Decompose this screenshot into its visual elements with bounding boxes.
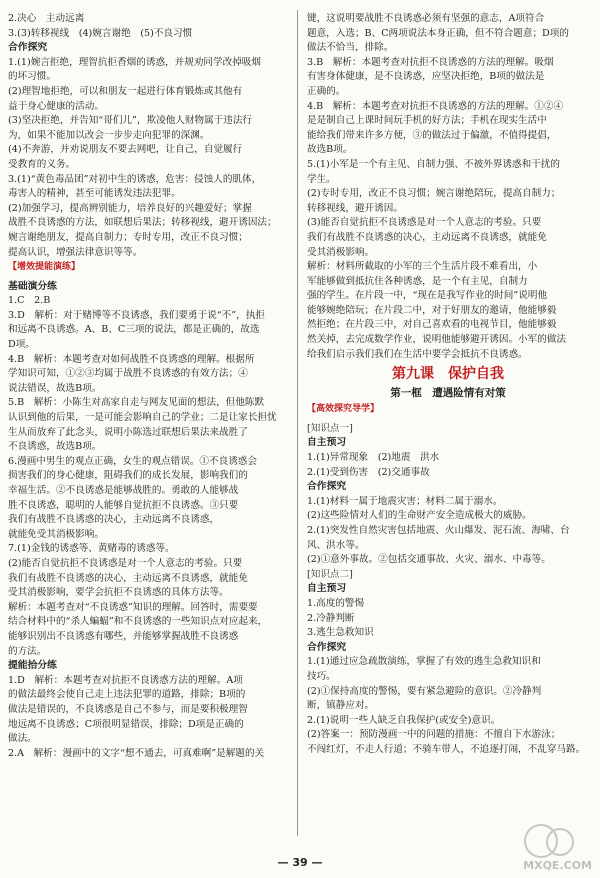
left-text-line: 的坏习惯。 bbox=[8, 71, 56, 83]
left-text-line: 的做法最终会使自己走上违法犯罪的道路，排除；B项的 bbox=[8, 689, 246, 701]
left-text-line: 就能免受其消极影响。 bbox=[8, 528, 104, 540]
right-text-line: (2)答案一：预防漫画一中的问题的措施：不擅自下水游泳； bbox=[307, 729, 561, 741]
left-text-line: 4.B 解析：本题考查对如何战胜不良诱惑的理解。根据所 bbox=[8, 353, 255, 365]
right-text-line: 学生。 bbox=[307, 173, 336, 185]
left-text-line: 能够识别出不良诱惑有哪些，并能够掌握战胜不良诱惑 bbox=[8, 630, 239, 642]
right-text-line: 不闯红灯，不走人行道；不骑车带人，不追逐打闹，不乱穿马路。 bbox=[307, 743, 586, 755]
left-text-line: 我们有战胜不良诱惑的决心，主动远离不良诱惑，就能免 bbox=[8, 572, 248, 584]
right-text-line: 技巧。 bbox=[307, 670, 336, 682]
right-text-line: 然关掉，去完成数学作业，说明他能够避开诱因。小军的做法 bbox=[307, 334, 567, 346]
left-column bbox=[8, 12, 290, 761]
right-text-line: 是是制自己上课时间玩手机的好方法；手机在现实生活中 bbox=[307, 115, 547, 127]
right-text-line: 转移视线，避开诱因。 bbox=[307, 202, 403, 214]
left-text-line: 3.D 解析：对于赌博等不良诱惑，我们要勇于说“不”，执拒 bbox=[8, 309, 265, 321]
right-section-heading: 自主预习 bbox=[307, 583, 347, 595]
left-text-line: 说法错误，故选B项。 bbox=[8, 382, 102, 394]
left-text-line: 2.A 解析：漫画中的文字“想不通去，可真难啊”是解题的关 bbox=[8, 747, 265, 759]
left-text-line: 2.决心 主动远离 bbox=[8, 13, 85, 24]
right-knowledge-point-label: [知识点一] bbox=[307, 422, 353, 434]
right-text-line: 4.B 解析：本题考查对抗拒不良诱惑的方法的理解。①②④ bbox=[307, 100, 564, 112]
left-text-line: 胜不良诱惑，聪明的人能够自觉抗拒不良诱惑。③只要 bbox=[8, 499, 239, 511]
left-text-line: 7.(1)金钱的诱惑等、黄赌毒的诱惑等。 bbox=[8, 543, 175, 555]
right-column bbox=[307, 12, 589, 758]
right-text-line: (2)这些险情对人们的生命财产安全造成极大的威胁。 bbox=[307, 510, 532, 522]
left-text-line: (2)理智地拒绝，可以和朋友一起进行体育锻炼或其他有 bbox=[8, 85, 243, 97]
right-text-line: 能给我们带来许多方便，③的做法过于偏激，不值得提倡， bbox=[307, 129, 557, 141]
right-text-line: 能够婉绝陪玩；在片段二中，对于好朋友的邀请，他能够毅 bbox=[307, 304, 557, 316]
column-divider bbox=[297, 10, 298, 836]
right-text-line: 断，镇静应对。 bbox=[307, 700, 375, 712]
left-text-line: 为，如果不能加以改会一步步走向犯罪的深渊。 bbox=[8, 129, 210, 141]
left-section-tag: 【增效提能演练】 bbox=[8, 262, 81, 273]
right-text-line: 强的学生。在片段一中，“现在是我写作业的时间”说明他 bbox=[307, 290, 548, 302]
watermark-text: MXQE.COM bbox=[523, 859, 592, 872]
right-text-line: (3)能否自觉抗拒不良诱惑是对一个人意志的考验。只要 bbox=[307, 217, 542, 229]
right-knowledge-point-label: [知识点二] bbox=[307, 568, 353, 580]
right-text-line: 1.(1)材料一属于地震灾害；材料二属于溺水。 bbox=[307, 495, 503, 507]
right-text-line: 有害身体健康，是不良诱惑，应坚决拒绝，B项的做法是 bbox=[307, 71, 545, 83]
left-text-line: 益于身心健康的活动。 bbox=[8, 100, 104, 112]
left-section-heading: 提能拾分练 bbox=[8, 660, 57, 672]
left-text-line: 毒害人的精神，甚至可能诱发违法犯罪。 bbox=[8, 188, 181, 200]
right-text-line: (2)专时专用，改正不良习惯；婉言谢绝陪玩，提高自制力； bbox=[307, 188, 561, 200]
right-text-line: 正确的。 bbox=[307, 85, 346, 97]
right-text-line: 1.(1)异常现象 (2)地震 洪水 bbox=[307, 452, 440, 464]
left-text-line: 3.(3)转移视线 (4)婉言谢绝 (5)不良习惯 bbox=[8, 27, 193, 39]
page-number: — 39 — bbox=[277, 856, 323, 869]
left-text-line: 生从而放弃了此念头，说明小陈选过联想后果法来战胜了 bbox=[8, 426, 248, 438]
right-text-line: 1.高度的警惕 bbox=[307, 597, 365, 609]
left-text-line: (4)不奔游，并劝说朋友不要去网吧，让自己，自觉履行 bbox=[8, 144, 243, 156]
left-text-line: (2)能否自觉抗拒不良诱惑是对一个人意志的考验。只要 bbox=[8, 557, 243, 569]
right-text-line: 军能够做到抵抗住各种诱惑，是一个有主见，自制力 bbox=[307, 275, 528, 287]
right-text-line: 2.(1)受到伤害 (2)交通事故 bbox=[307, 466, 430, 478]
frame-title: 第一框 遭遇险情有对策 bbox=[390, 387, 506, 400]
right-text-line: 1.(1)通过应急疏散演练，掌握了有效的逃生急救知识和 bbox=[307, 656, 541, 668]
left-text-line: (3)坚决拒绝，并告知“哥们儿”，欺凌他人财物属于违法行 bbox=[8, 115, 253, 127]
left-text-line: 地远离不良诱惑；C项很明显错误，排除；D项是正确的 bbox=[8, 718, 244, 730]
left-text-line: 解析：本题考查对“不良诱惑”知识的理解。回答时，需要要 bbox=[8, 601, 258, 613]
right-text-line: 2.(1)突发性自然灾害包括地震、火山爆发、泥石流、海啸、台 bbox=[307, 525, 570, 536]
left-text-line: 6.漫画中男生的观点正确，女生的观点错误。①不良诱惑会 bbox=[8, 455, 257, 467]
right-text-line: 给我们启示我们我们在生活中要学会抵抗不良诱惑。 bbox=[307, 348, 528, 360]
left-text-line: 损害我们的身心健康，阻碍我们的成长发展，影响我们的 bbox=[8, 470, 248, 482]
left-text-line: 1.C 2.B bbox=[8, 295, 51, 307]
left-text-line: 受其消极影响，要学会抗拒不良诱惑的具体方法等。 bbox=[8, 587, 229, 599]
left-text-line: 提高认识，增强法律意识等等。 bbox=[8, 246, 143, 258]
left-text-line: 战胜不良诱惑的方法，如联想后果法；转移视线，避开诱因法； bbox=[8, 217, 277, 229]
right-text-line: 受其消极影响。 bbox=[307, 246, 375, 258]
left-text-line: 结合材料中的“杀人蝙蝠”和不良诱惑的一些知识点对应起来， bbox=[8, 616, 268, 628]
right-text-line: 题意，入选；B、C两项说法本身正确，但不符合题意；D项的 bbox=[307, 27, 569, 39]
left-text-line: (2)加强学习，提高辨别能力，培养良好的兴趣爱好；掌握 bbox=[8, 202, 252, 214]
left-text-line: 5.B 解析：小陈生对高家自走与网友见面的想法，但他陈默 bbox=[8, 397, 265, 409]
right-text-line: 我们有战胜不良诱惑的决心，主动远离不良诱惑，就能免 bbox=[307, 231, 547, 243]
right-section-heading: 自主预习 bbox=[307, 437, 347, 449]
left-text-line: 和远离不良诱惑。A、B、C三项的说法，都是正确的，故选 bbox=[8, 324, 260, 336]
right-section-tag: 【高效探究导学】 bbox=[307, 404, 380, 415]
left-text-line: 不良诱惑，故选B项。 bbox=[8, 441, 102, 453]
right-text-line: 然拒绝；在片段三中，对自己喜欢看的电视节目，他能够毅 bbox=[307, 319, 557, 331]
left-section-heading: 合作探究 bbox=[8, 42, 48, 54]
left-text-line: 受教育的义务。 bbox=[8, 158, 76, 170]
left-text-line: 的方法。 bbox=[8, 645, 47, 657]
right-text-line: (2)①保持高度的警惕，要有紧急避险的意识。②冷静判 bbox=[307, 685, 542, 697]
right-text-line: 风、洪水等。 bbox=[307, 539, 365, 551]
right-section-heading: 合作探究 bbox=[307, 641, 347, 653]
left-text-line: 学知识可知，①②③均属于战胜不良诱惑的有效方法；④ bbox=[8, 368, 248, 380]
left-text-line: 我们有战胜不良诱惑的决心，主动远离不良诱惑， bbox=[8, 514, 220, 526]
left-text-line: 做法是错误的，不良诱惑是自己不参与，而是要积极理智 bbox=[8, 703, 248, 715]
right-text-line: (2)①意外事故。②包括交通事故、火灾、溺水、中毒等。 bbox=[307, 554, 551, 566]
left-text-line: 做法。 bbox=[8, 733, 37, 745]
right-text-line: 解析：材料所截取的小军的三个生活片段不难看出，小 bbox=[307, 261, 538, 273]
left-text-line: 认识到他的后果，一是可能会影响自己的学业；二是让家长担忧 bbox=[8, 412, 277, 424]
left-text-line: 幸福生活。②不良诱惑是能够战胜的。勇敢的人能够战 bbox=[8, 485, 239, 496]
right-text-line: 故选B项。 bbox=[307, 144, 353, 156]
right-text-line: 2.(1)说明一些人缺乏自我保护(或安全)意识。 bbox=[307, 714, 501, 726]
left-text-line: 1.D 解析：本题考查对抗拒不良诱惑方法的理解。A项 bbox=[8, 674, 243, 686]
right-text-line: 3.B 解析：本题考查对抗拒不良诱惑的方法的理解。吸烟 bbox=[307, 56, 554, 68]
watermark-logo bbox=[520, 822, 594, 872]
left-text-line: 婉言谢绝朋友，提高自制力；专时专用，改正不良习惯； bbox=[8, 231, 248, 243]
lesson-title: 第九课 保护自我 bbox=[392, 366, 504, 383]
left-text-line: D项。 bbox=[8, 339, 35, 351]
left-text-line: 1.(1)婉言拒绝，理智抗拒香烟的诱惑，并规劝同学改掉吸烟 bbox=[8, 56, 261, 68]
right-text-line: 3.逃生急救知识 bbox=[307, 627, 374, 639]
right-text-line: 2.冷静判断 bbox=[307, 612, 355, 624]
left-section-heading: 基础演分练 bbox=[8, 280, 57, 292]
right-text-line: 5.(1)小军是一个有主见、自制力强、不被外界诱惑和干扰的 bbox=[307, 158, 560, 170]
left-text-line: 3.(1)“黄色毒品团”对初中生的诱惑，危害：侵蚀人的肌体， bbox=[8, 173, 262, 185]
right-text-line: 做法不恰当，排除。 bbox=[307, 42, 394, 54]
right-section-heading: 合作探究 bbox=[307, 481, 347, 493]
right-text-line: 键，这说明要战胜不良诱惑必须有坚强的意志，A项符合 bbox=[307, 13, 545, 24]
